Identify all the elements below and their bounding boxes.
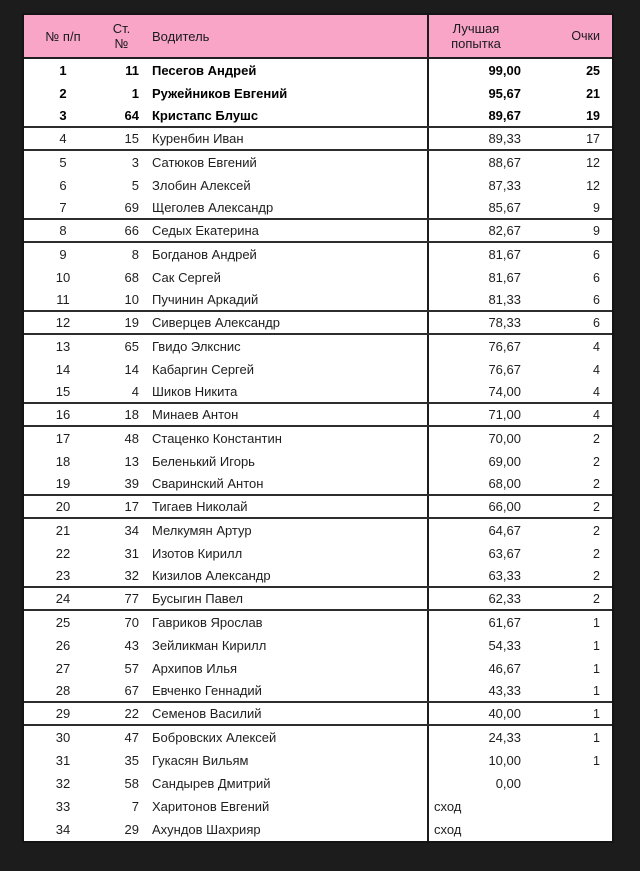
cell-best-attempt: сход [427,818,528,841]
cell-driver: Стаценко Константин [152,431,282,446]
table-row [24,657,612,680]
table-row [24,59,612,82]
cell-best-attempt: 71,00 [427,404,528,425]
cell-driver: Песегов Андрей [152,63,257,78]
cell-start-number: 32 [124,568,139,583]
cell-best-attempt: 43,33 [427,680,528,701]
cell-points: 2 [593,454,600,469]
cell-start-number: 58 [124,776,139,791]
cell-position: 23 [55,568,71,583]
table-row [24,220,612,243]
cell-points: 2 [593,431,600,446]
cell-points: 6 [593,315,600,330]
cell-points: 2 [593,476,600,491]
cell-driver: Евченко Геннадий [152,683,262,698]
cell-position: 19 [55,476,71,491]
cell-best-attempt: 62,33 [427,588,528,609]
cell-driver: Бусыгин Павел [152,591,243,606]
cell-best-attempt: сход [427,795,528,818]
cell-start-number: 19 [124,315,139,330]
cell-start-number: 14 [124,362,139,377]
cell-points: 19 [586,108,600,123]
cell-position: 7 [59,200,67,215]
cell-position: 5 [59,155,67,170]
cell-position: 31 [55,753,71,768]
cell-driver: Злобин Алексей [152,178,251,193]
cell-start-number: 22 [124,706,139,721]
cell-start-number: 69 [124,200,139,215]
cell-position: 32 [55,776,71,791]
cell-start-number: 70 [124,615,139,630]
cell-best-attempt: 66,00 [427,496,528,517]
results-table [22,13,614,843]
cell-best-attempt: 0,00 [427,772,528,795]
cell-start-number: 77 [124,591,139,606]
cell-best-attempt: 87,33 [427,174,528,197]
cell-position: 22 [55,546,71,561]
cell-points: 2 [593,591,600,606]
cell-position: 20 [55,499,71,514]
cell-driver: Сандырев Дмитрий [152,776,271,791]
cell-points: 21 [586,86,600,101]
table-row [24,818,612,841]
table-row [24,312,612,335]
table-body [24,59,612,841]
cell-driver: Тигаев Николай [152,499,248,514]
table-row [24,358,612,381]
cell-driver: Ахундов Шахрияр [152,822,261,837]
cell-start-number: 43 [124,638,139,653]
cell-driver: Ружейников Евгений [152,86,288,101]
table-row [24,795,612,818]
table-row [24,427,612,450]
cell-position: 24 [55,591,71,606]
cell-best-attempt: 70,00 [427,427,528,450]
cell-points: 1 [593,615,600,630]
cell-driver: Минаев Антон [152,407,239,422]
cell-driver: Гавриков Ярослав [152,615,263,630]
cell-best-attempt: 63,67 [427,542,528,565]
cell-driver: Зейликман Кирилл [152,638,267,653]
table-row [24,174,612,197]
cell-driver: Беленький Игорь [152,454,255,469]
cell-position: 9 [59,247,67,262]
cell-position: 13 [55,339,71,354]
table-row [24,519,612,542]
cell-best-attempt: 81,67 [427,243,528,266]
cell-start-number: 64 [124,108,139,123]
cell-start-number: 7 [131,799,139,814]
cell-driver: Богданов Андрей [152,247,257,262]
cell-best-attempt: 68,00 [427,473,528,494]
cell-start-number: 48 [124,431,139,446]
table-row [24,680,612,703]
cell-start-number: 1 [131,86,139,101]
cell-points: 6 [593,247,600,262]
cell-driver: Мелкумян Артур [152,523,252,538]
table-row [24,473,612,496]
cell-points: 1 [593,638,600,653]
table-row [24,128,612,151]
table-row [24,82,612,105]
table-row [24,542,612,565]
cell-position: 1 [59,63,67,78]
cell-points [528,772,612,795]
cell-points: 2 [593,568,600,583]
cell-driver: Шиков Никита [152,384,238,399]
cell-best-attempt: 88,67 [427,151,528,174]
cell-points [528,795,612,818]
table-row [24,496,612,519]
cell-position: 26 [55,638,71,653]
cell-driver: Сатюков Евгений [152,155,257,170]
cell-start-number: 15 [124,131,139,146]
table-row [24,588,612,611]
column-header-driver: Водитель [152,28,210,44]
table-row [24,197,612,220]
cell-points: 1 [593,753,600,768]
cell-points: 12 [586,178,600,193]
table-row [24,335,612,358]
cell-best-attempt: 76,67 [427,358,528,381]
cell-points: 1 [593,730,600,745]
cell-driver: Семенов Василий [152,706,262,721]
cell-position: 33 [55,799,71,814]
cell-best-attempt: 76,67 [427,335,528,358]
cell-best-attempt: 89,67 [427,105,528,126]
cell-driver: Пучинин Аркадий [152,292,259,307]
cell-start-number: 31 [124,546,139,561]
cell-points: 9 [593,200,600,215]
cell-start-number: 5 [131,178,139,193]
cell-position: 25 [55,615,71,630]
column-header-start-number: Ст. № [112,21,131,51]
cell-position: 34 [55,822,71,837]
table-row [24,749,612,772]
cell-driver: Бобровских Алексей [152,730,277,745]
cell-start-number: 3 [131,155,139,170]
cell-position: 8 [59,223,67,238]
cell-best-attempt: 24,33 [427,726,528,749]
cell-position: 12 [55,315,71,330]
cell-start-number: 18 [124,407,139,422]
table-row [24,565,612,588]
cell-start-number: 68 [124,270,139,285]
cell-best-attempt: 63,33 [427,565,528,586]
cell-driver: Кристапс Блушс [152,108,259,123]
column-header-points: Очки [571,28,600,43]
table-row [24,404,612,427]
cell-start-number: 47 [124,730,139,745]
cell-start-number: 66 [124,223,139,238]
cell-driver: Кабаргин Сергей [152,362,255,377]
cell-points [528,818,612,841]
cell-best-attempt: 89,33 [427,128,528,149]
cell-position: 16 [55,407,71,422]
cell-points: 6 [593,292,600,307]
cell-position: 11 [56,292,70,307]
table-row [24,289,612,312]
cell-position: 30 [55,730,71,745]
cell-driver: Сваринский Антон [152,476,264,491]
cell-best-attempt: 78,33 [427,312,528,333]
cell-driver: Гвидо Элкснис [152,339,241,354]
table-row [24,772,612,795]
table-row [24,450,612,473]
cell-best-attempt: 99,00 [427,59,528,82]
table-header [24,15,612,59]
column-header-position: № п/п [45,28,81,44]
cell-points: 9 [593,223,600,238]
cell-start-number: 4 [131,384,139,399]
cell-best-attempt: 10,00 [427,749,528,772]
cell-best-attempt: 81,67 [427,266,528,289]
cell-points: 4 [593,384,600,399]
cell-position: 27 [55,661,71,676]
cell-best-attempt: 46,67 [427,657,528,680]
cell-best-attempt: 40,00 [427,703,528,724]
cell-driver: Куренбин Иван [152,131,244,146]
cell-best-attempt: 54,33 [427,634,528,657]
cell-best-attempt: 64,67 [427,519,528,542]
cell-driver: Сак Сергей [152,270,221,285]
table-row [24,243,612,266]
cell-best-attempt: 61,67 [427,611,528,634]
cell-position: 4 [59,131,67,146]
cell-start-number: 39 [124,476,139,491]
cell-points: 1 [593,683,600,698]
table-row [24,381,612,404]
cell-points: 2 [593,499,600,514]
cell-start-number: 11 [125,63,139,78]
cell-driver: Щеголев Александр [152,200,274,215]
cell-start-number: 34 [124,523,139,538]
cell-driver: Изотов Кирилл [152,546,243,561]
cell-position: 17 [55,431,71,446]
cell-position: 10 [55,270,71,285]
cell-start-number: 35 [124,753,139,768]
cell-driver: Седых Екатерина [152,223,259,238]
cell-best-attempt: 82,67 [427,220,528,241]
cell-start-number: 17 [124,499,139,514]
cell-points: 25 [586,63,600,78]
cell-position: 6 [59,178,67,193]
cell-points: 1 [593,661,600,676]
cell-best-attempt: 95,67 [427,82,528,105]
cell-position: 14 [55,362,71,377]
table-row [24,726,612,749]
cell-start-number: 10 [124,292,139,307]
cell-driver: Харитонов Евгений [152,799,270,814]
cell-best-attempt: 81,33 [427,289,528,310]
cell-position: 2 [59,86,67,101]
cell-position: 18 [55,454,71,469]
cell-start-number: 8 [131,247,139,262]
table-row [24,703,612,726]
cell-best-attempt: 74,00 [427,381,528,402]
cell-points: 2 [593,523,600,538]
cell-driver: Архипов Илья [152,661,238,676]
cell-points: 4 [593,407,600,422]
table-row [24,105,612,128]
table-row [24,634,612,657]
cell-points: 6 [593,270,600,285]
cell-position: 29 [55,706,71,721]
table-row [24,611,612,634]
cell-points: 12 [586,155,600,170]
cell-start-number: 57 [124,661,139,676]
cell-driver: Гукасян Вильям [152,753,249,768]
cell-points: 2 [593,546,600,561]
cell-start-number: 29 [124,822,139,837]
cell-driver: Сиверцев Александр [152,315,280,330]
cell-start-number: 67 [124,683,139,698]
cell-start-number: 65 [124,339,139,354]
cell-position: 15 [55,384,71,399]
cell-position: 3 [59,108,67,123]
cell-points: 4 [593,362,600,377]
table-row [24,266,612,289]
table-row [24,151,612,174]
cell-best-attempt: 85,67 [427,197,528,218]
cell-position: 21 [55,523,71,538]
cell-points: 4 [593,339,600,354]
column-header-best-attempt: Лучшая попытка [427,15,528,57]
cell-driver: Кизилов Александр [152,568,271,583]
cell-position: 28 [55,683,71,698]
cell-points: 1 [593,706,600,721]
cell-points: 17 [586,131,600,146]
cell-start-number: 13 [124,454,139,469]
cell-best-attempt: 69,00 [427,450,528,473]
